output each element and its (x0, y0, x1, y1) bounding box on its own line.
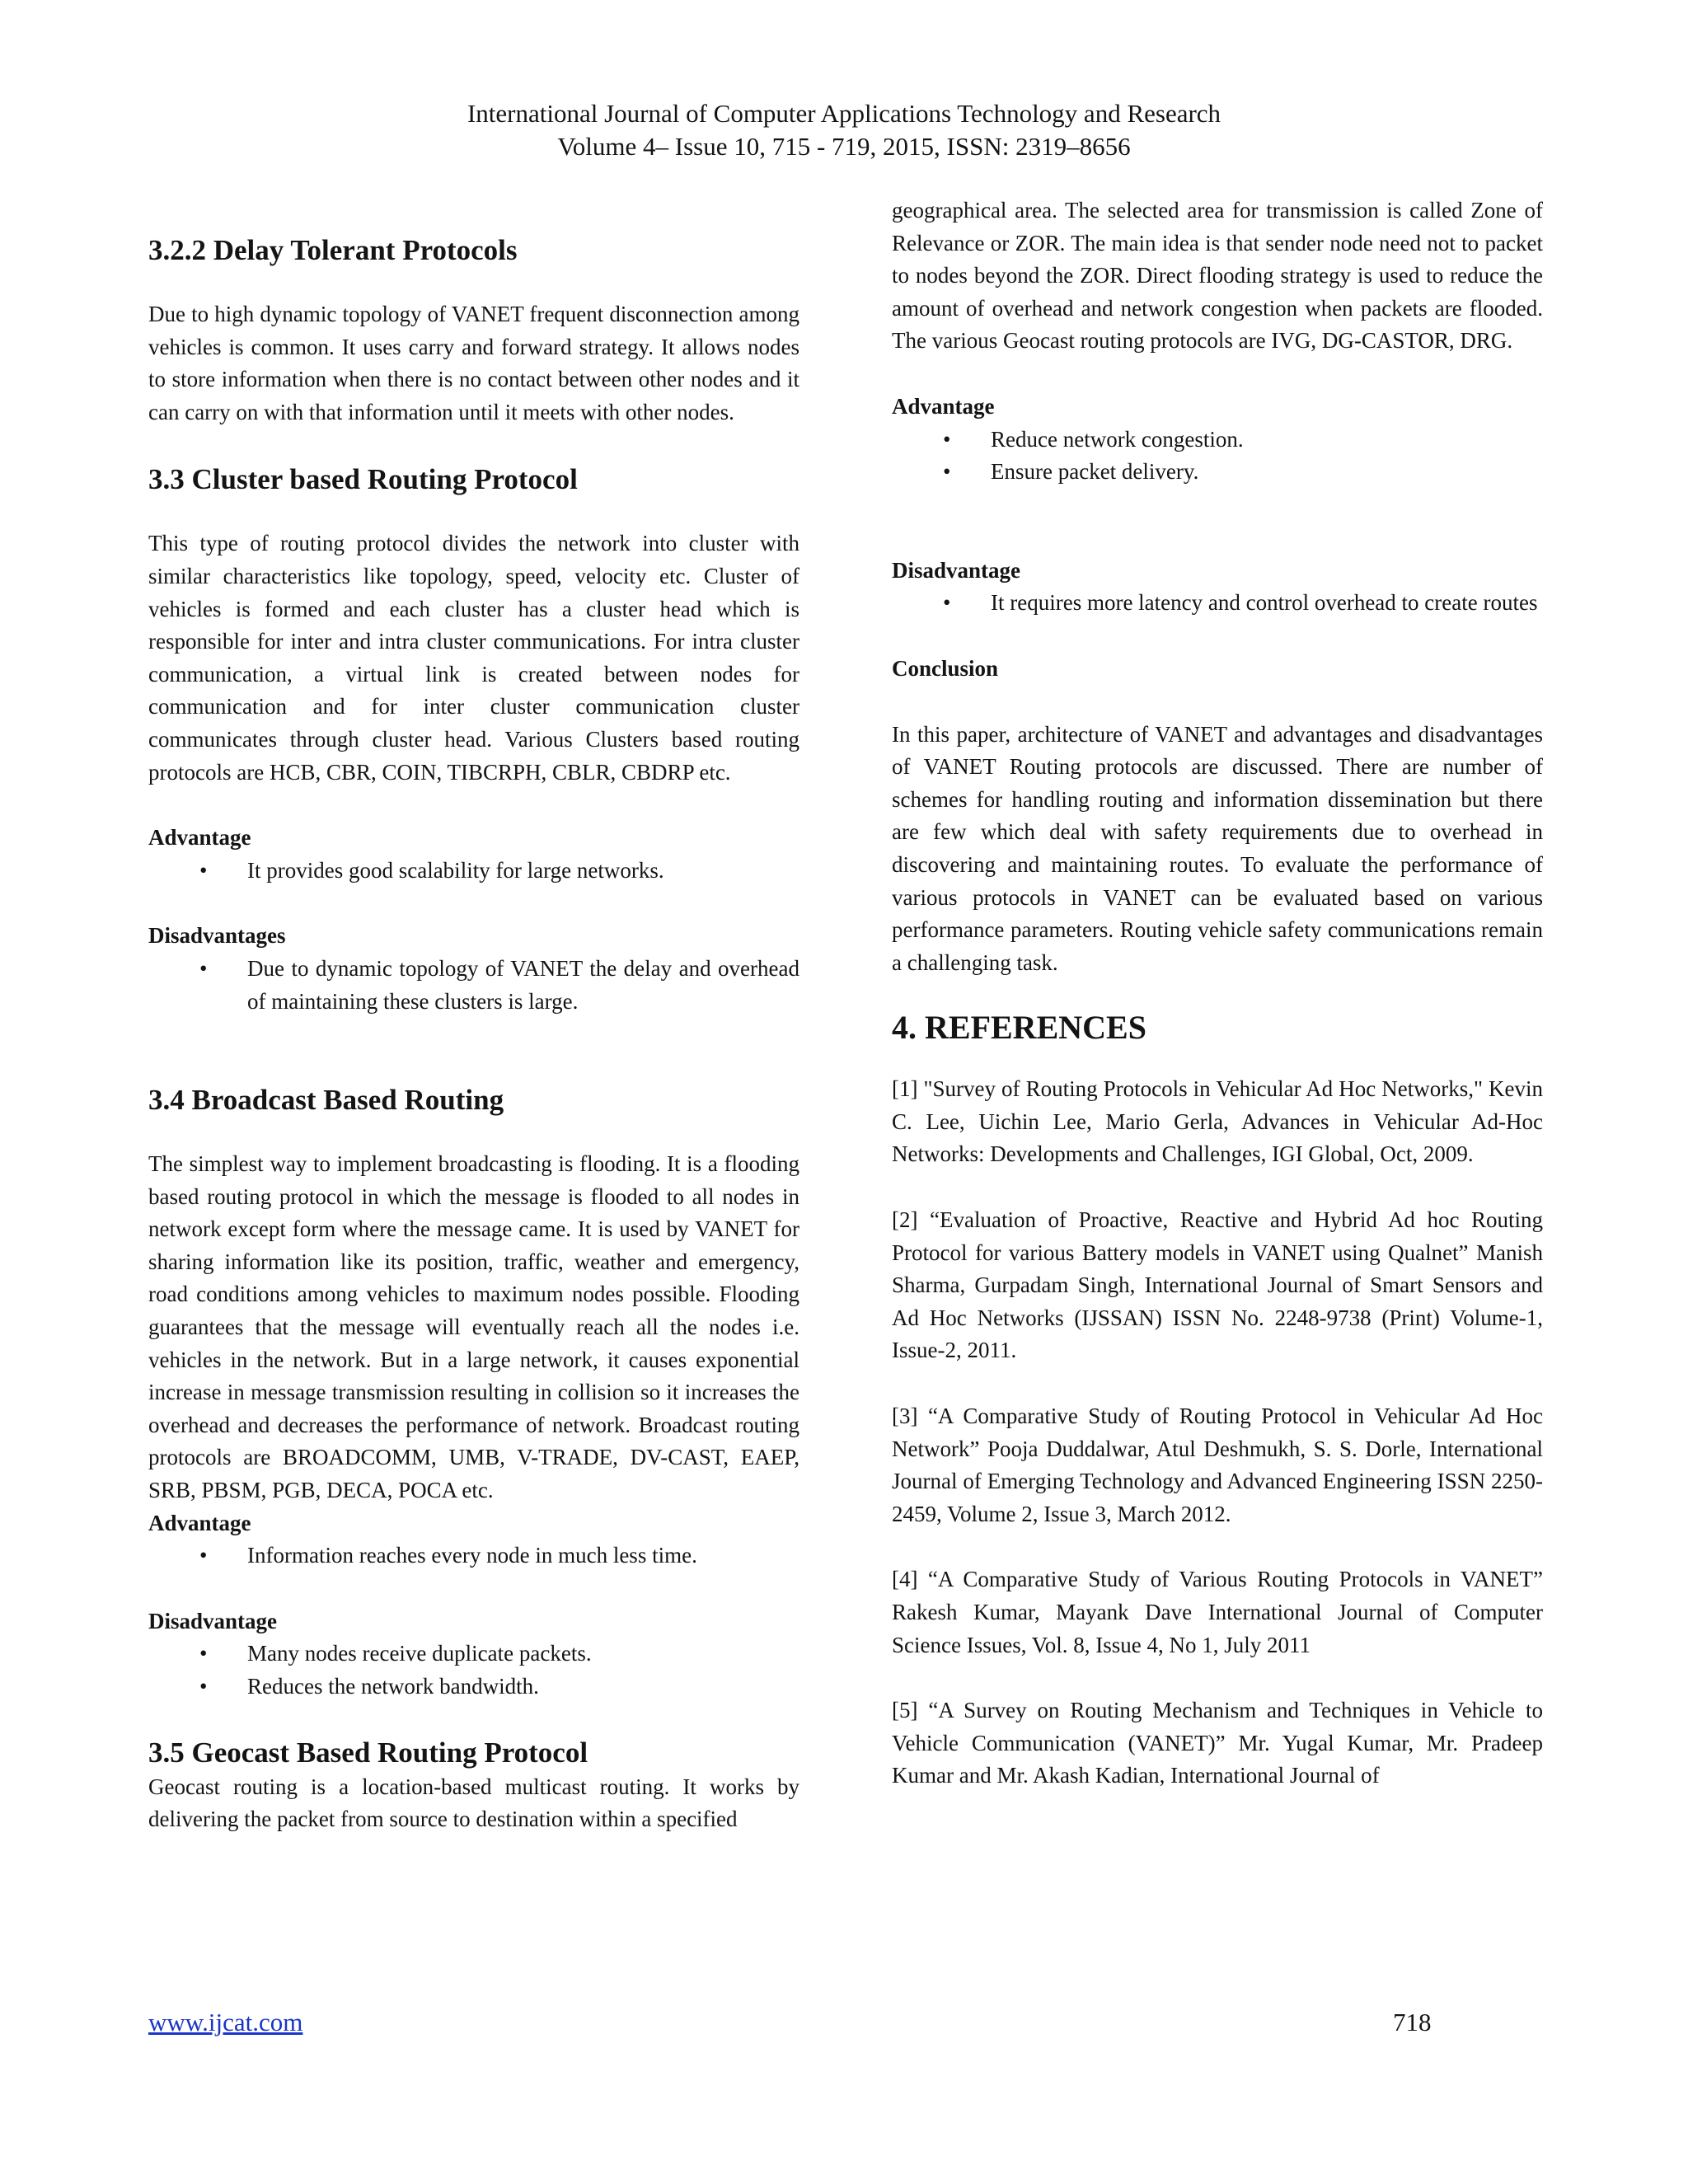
section-3-4-advantage-list (148, 1540, 799, 1572)
section-3-3-text: This type of routing protocol divides the network into cluster with similar characteristics like topology, speed, velocity etc. Cluster of vehicles is formed and each cluster has a cluster head which is responsible for inter and intra cluster communications. For intra cluster communication, a virtual link is created between nodes for communication and for inter cluster communication cluster communicates through cluster head. Various Clusters based routing protocols are HCB, CBR, COIN, TIBCRPH, CBLR, CBDRP etc. (148, 531, 799, 785)
bullet-icon: • (943, 459, 951, 485)
section-3-3-disadvantages-list (148, 953, 799, 1018)
reference-item: [1] "Survey of Routing Protocols in Vehicular Ad Hoc Networks," Kevin C. Lee, Uichin Lee, Mario Gerla, Advances in Vehicular Ad-Hoc Networks: Developments and Challenges, IGI Global, Oct, 2009. (892, 1076, 1543, 1167)
section-3-5-continued-text: geographical area. The selected area for transmission is called Zone of Relevance or ZOR. The main idea is that sender node need not to packet to nodes beyond the ZOR. Direct flooding strategy is used to reduce the amount of overhead and network congestion when packets are flooded. The various Geocast routing protocols are IVG, DG-CASTOR, DRG. (892, 198, 1543, 354)
bullet-icon: • (943, 426, 951, 452)
section-3-5-heading: 3.5 Geocast Based Routing Protocol (148, 1736, 588, 1769)
left-column (148, 194, 799, 1836)
conclusion-heading: Conclusion (892, 655, 999, 681)
page-number: 718 (1393, 2008, 1432, 2036)
references-heading: 4. REFERENCES (892, 1009, 1146, 1047)
section-3-2-2-heading: 3.2.2 Delay Tolerant Protocols (148, 234, 518, 266)
list-item: • It provides good scalability for large networks. (148, 855, 799, 888)
right-column (892, 194, 1543, 1793)
section-3-5-advantage-list (892, 424, 1543, 489)
reference-item: [4] “A Comparative Study of Various Routing Protocols in VANET” Rakesh Kumar, Mayank Dave International Journal of Computer Science Issues, Vol. 8, Issue 4, No 1, July 2011 (892, 1567, 1543, 1657)
section-3-5-text: Geocast routing is a location-based multicast routing. It works by delivering the packet from source to destination within a specified (148, 1774, 799, 1832)
section-3-5-disadvantage-label: Disadvantage (892, 557, 1021, 583)
journal-website-link[interactable]: www.ijcat.com (148, 2008, 303, 2036)
section-3-2-2-text: Due to high dynamic topology of VANET frequent disconnection among vehicles is common. It uses carry and forward strategy. It allows nodes to store information when there is no contact between other nodes and it can carry on with that information until it meets with other nodes. (148, 302, 799, 424)
conclusion-text: In this paper, architecture of VANET and advantages and disadvantages of VANET Routing protocols are discussed. There are number of schemes for handling routing and information dissemination but there are few which deal with safety requirements due to overhead in discovering and maintaining routes. To evaluate the performance of various protocols in VANET can be evaluated based on various performance parameters. Routing vehicle safety communications remain a challenging task. (892, 721, 1543, 975)
journal-volume: Volume 4– Issue 10, 715 - 719, 2015, ISSN: 2319–8656 (557, 132, 1131, 161)
bullet-icon: • (199, 1641, 208, 1666)
list-item: • Information reaches every node in much less time. (148, 1540, 799, 1572)
reference-item: [3] “A Comparative Study of Routing Protocol in Vehicular Ad Hoc Network” Pooja Duddalwar, Atul Deshmukh, S. S. Dorle, International Journal of Emerging Technology and Advanced Engineering ISSN 2250-2459, Volume 2, Issue 3, March 2012. (892, 1404, 1543, 1526)
list-item: • Ensure packet delivery. (892, 456, 1543, 489)
reference-item: [5] “A Survey on Routing Mechanism and Techniques in Vehicle to Vehicle Communication (VANET)” Mr. Yugal Kumar, Mr. Pradeep Kumar and Mr. Akash Kadian, International Journal of (892, 1698, 1543, 1788)
section-3-4-advantage-label: Advantage (148, 1510, 251, 1535)
section-3-5-advantage-label: Advantage (892, 393, 995, 419)
section-3-4-heading: 3.4 Broadcast Based Routing (148, 1084, 504, 1117)
section-3-4-disadvantage-list (148, 1638, 799, 1703)
section-3-5-disadvantage-list (892, 587, 1543, 620)
reference-item: [2] “Evaluation of Proactive, Reactive and Hybrid Ad hoc Routing Protocol for various Battery models in VANET using Qualnet” Manish Sharma, Gurpadam Singh, International Journal of Smart Sensors and Ad Hoc Networks (IJSSAN) ISSN No. 2248-9738 (Print) Volume-1, Issue-2, 2011. (892, 1207, 1543, 1363)
list-item: • Reduces the network bandwidth. (148, 1671, 799, 1704)
bullet-icon: • (199, 857, 208, 883)
section-3-4-disadvantage-label: Disadvantage (148, 1608, 278, 1633)
list-item: • Many nodes receive duplicate packets. (148, 1638, 799, 1671)
references-list (892, 1073, 1543, 1793)
section-3-3-heading: 3.3 Cluster based Routing Protocol (148, 463, 578, 496)
bullet-icon: • (943, 590, 951, 616)
section-3-3-advantage-label: Advantage (148, 825, 251, 851)
list-item: • Reduce network congestion. (892, 424, 1543, 457)
list-item: • Due to dynamic topology of VANET the delay and overhead of maintaining these clusters is large. (148, 953, 799, 1018)
list-item: • It requires more latency and control overhead to create routes (892, 587, 1543, 620)
journal-header (0, 97, 1688, 163)
bullet-icon: • (199, 955, 208, 981)
section-3-3-disadvantages-label: Disadvantages (148, 923, 286, 949)
bullet-icon: • (199, 1674, 208, 1699)
section-3-4-text: The simplest way to implement broadcasting is flooding. It is a flooding based routing protocol in which the message is flooded to all nodes in network except form where the message came. It is used by VANET for sharing information like its position, traffic, weather and emergency, road conditions among vehicles to maximum nodes possible. Flooding guarantees that the message will eventually reach all the nodes i.e. vehicles in the network. But in a large network, it causes exponential increase in message transmission resulting in collision so it increases the overhead and decreases the performance of network. Broadcast routing protocols are BROADCOMM, UMB, V-TRADE, DV-CAST, EAEP, SRB, PBSM, PGB, DECA, POCA etc. (148, 1151, 799, 1503)
section-3-3-advantage-list (148, 855, 799, 888)
journal-title: International Journal of Computer Applications Technology and Research (467, 99, 1221, 128)
bullet-icon: • (199, 1543, 208, 1568)
